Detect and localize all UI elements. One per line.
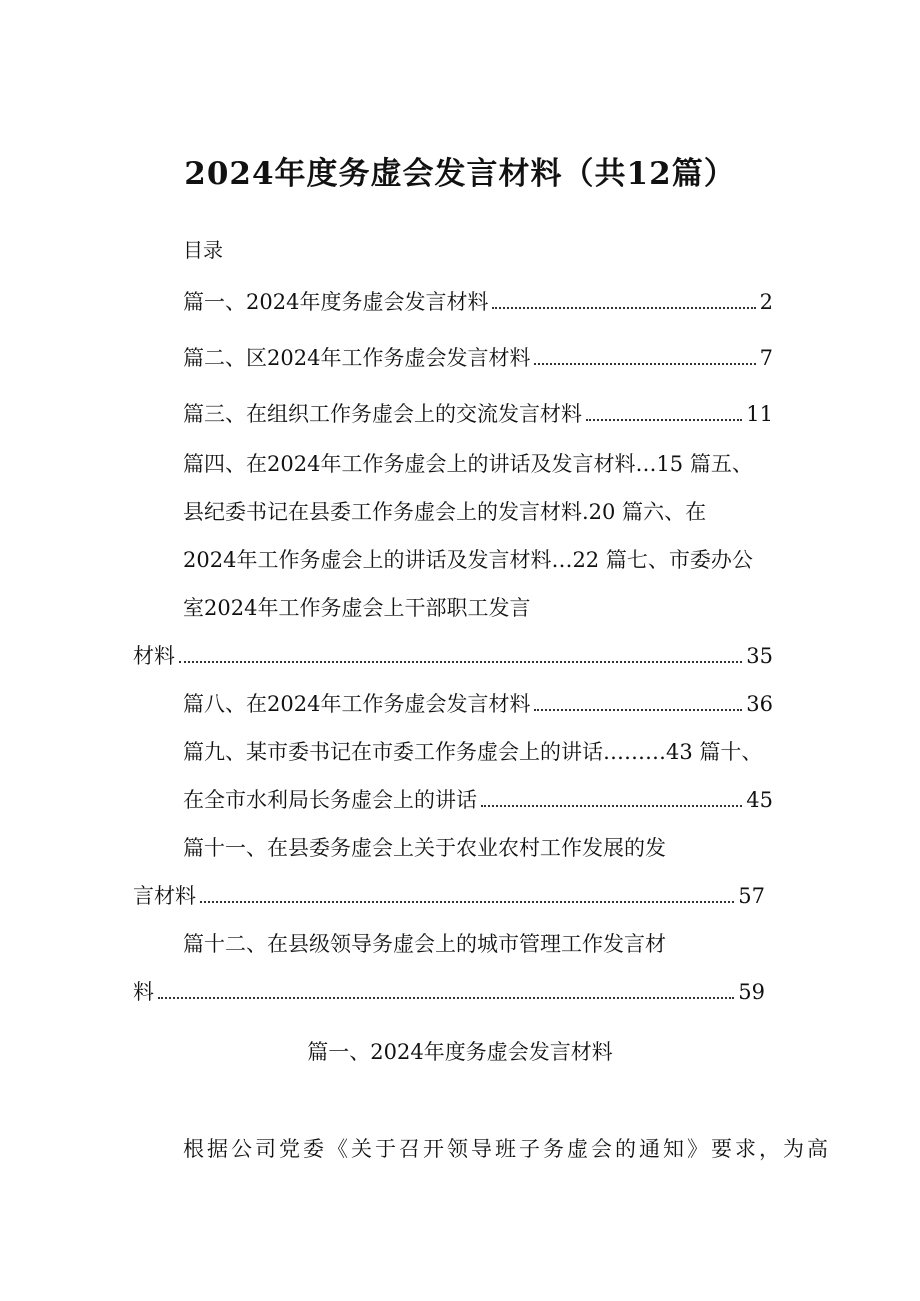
dot-leader (481, 805, 742, 807)
toc-entry-text[interactable]: 篇四、在2024年工作务虚会上的讲话及发言材料…15 篇五、 (183, 452, 753, 476)
toc-entry-page: 59 (738, 980, 765, 1004)
toc-entry[interactable] (133, 882, 765, 910)
toc-entry-text[interactable]: 篇十二、在县级领导务虚会上的城市管理工作发言材 (183, 932, 666, 956)
dot-leader (492, 307, 755, 309)
toc-entry-text[interactable]: 篇九、某市委书记在市委工作务虚会上的讲话………43 篇十、 (183, 740, 763, 764)
toc-entry-label: 篇八、在2024年工作务虚会发言材料 (183, 692, 531, 716)
dot-leader (179, 661, 742, 663)
toc-entry-label: 篇一、2024年度务虚会发言材料 (183, 290, 489, 314)
toc-entry-text[interactable]: 室2024年工作务虚会上干部职工发言 (183, 596, 531, 620)
toc-entry[interactable] (133, 642, 773, 670)
toc-entry-page: 2 (759, 290, 773, 314)
section-title: 篇一、2024年度务虚会发言材料 (307, 1040, 613, 1064)
toc-entry[interactable] (183, 786, 773, 814)
toc-entry[interactable] (133, 978, 765, 1006)
toc-entry-text[interactable]: 县纪委书记在县委工作务虚会上的发言材料.20 篇六、在 (183, 500, 707, 524)
toc-entry-page: 57 (738, 884, 765, 908)
toc-entry[interactable] (183, 690, 773, 718)
toc-entry-label: 篇二、区2024年工作务虚会发言材料 (183, 346, 531, 370)
toc-entry-text[interactable]: 2024年工作务虚会上的讲话及发言材料…22 篇七、市委办公 (183, 548, 753, 572)
toc-entry-text[interactable]: 篇十一、在县委务虚会上关于农业农村工作发展的发 (183, 836, 666, 860)
toc-entry-label: 料 (133, 980, 154, 1004)
toc-entry-label: 在全市水利局长务虚会上的讲话 (183, 788, 477, 812)
toc-entry-label: 言材料 (133, 884, 196, 908)
toc-entry[interactable] (183, 344, 773, 372)
dot-leader (586, 419, 742, 421)
toc-entry-page: 36 (746, 692, 773, 716)
dot-leader (534, 363, 755, 365)
dot-leader (158, 997, 734, 999)
body-paragraph: 根据公司党委《关于召开领导班子务虚会的通知》要求，为高 (183, 1137, 831, 1161)
toc-entry-page: 35 (746, 644, 773, 668)
toc-entry-page: 45 (746, 788, 773, 812)
dot-leader (200, 901, 734, 903)
toc-entry-page: 11 (746, 402, 773, 426)
dot-leader (534, 709, 742, 711)
toc-entry-label: 材料 (133, 644, 175, 668)
toc-entry[interactable] (183, 400, 773, 428)
document-title: 2024年度务虚会发言材料（共12篇） (184, 156, 736, 192)
toc-entry-page: 7 (759, 346, 773, 370)
toc-entry-label: 篇三、在组织工作务虚会上的交流发言材料 (183, 402, 582, 426)
toc-entry[interactable] (183, 288, 773, 316)
toc-heading: 目录 (183, 238, 223, 262)
